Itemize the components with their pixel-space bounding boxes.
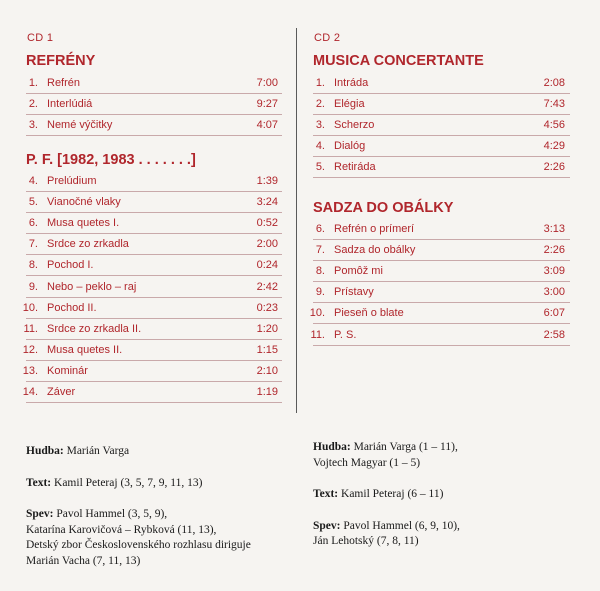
track-separator <box>313 156 570 157</box>
track-row <box>0 175 300 195</box>
track-title: Vianočné vlaky <box>47 196 121 209</box>
track-number: 6. <box>28 217 38 230</box>
track-row <box>300 329 600 349</box>
track-title: Pieseň o blate <box>334 307 404 320</box>
cd1-credits <box>26 444 291 569</box>
track-duration: 2:26 <box>543 244 565 257</box>
track-title: Dialóg <box>334 140 366 152</box>
credit-spev-line: Ján Lehotský (7, 8, 11) <box>313 535 419 547</box>
track-number: 11. <box>23 322 38 335</box>
track-separator <box>26 114 282 115</box>
track-number: 8. <box>315 265 325 278</box>
track-row <box>0 323 300 343</box>
track-number: 8. <box>28 259 38 272</box>
track-title: Pochod I. <box>47 259 94 272</box>
track-row <box>0 217 300 237</box>
track-duration: 4:56 <box>543 119 565 131</box>
cd1-label: CD 1 <box>27 32 54 44</box>
track-separator <box>26 212 282 213</box>
track-row <box>300 161 600 181</box>
track-number: 5. <box>315 161 325 173</box>
track-row <box>300 223 600 243</box>
track-row <box>0 386 300 406</box>
track-separator <box>313 177 570 178</box>
track-row <box>0 119 300 139</box>
track-number: 10. <box>22 301 38 314</box>
track-row <box>300 77 600 97</box>
track-separator <box>26 360 282 361</box>
track-title: Pomôž mi <box>334 265 383 278</box>
track-duration: 2:26 <box>543 161 565 173</box>
track-title: Refrén o prímerí <box>334 223 415 235</box>
track-title: Prelúdium <box>47 175 97 187</box>
track-number: 2. <box>315 98 325 110</box>
track-duration: 9:27 <box>256 98 278 110</box>
track-duration: 2:08 <box>543 77 565 89</box>
track-title: Záver <box>47 386 76 398</box>
track-title: Interlúdiá <box>47 98 93 110</box>
track-duration: 6:07 <box>543 307 565 320</box>
track-duration: 7:00 <box>256 77 278 89</box>
track-title: P. S. <box>334 328 357 341</box>
track-title: Refrén <box>47 77 81 89</box>
track-number: 2. <box>28 98 38 110</box>
track-row <box>0 281 300 301</box>
credit-spev-line: Detský zbor Československého rozhlasu diriguje <box>26 539 251 551</box>
track-title: Sadza do obálky <box>334 244 416 257</box>
track-title: Musa quetes II. <box>47 343 123 356</box>
track-number: 9. <box>28 280 38 293</box>
track-duration: 3:09 <box>543 265 565 278</box>
credit-text: Text: Kamil Peteraj (3, 5, 7, 9, 11, 13) <box>26 476 203 489</box>
track-separator <box>313 323 570 324</box>
track-title: Musa quetes I. <box>47 217 120 230</box>
track-duration: 3:13 <box>543 223 565 235</box>
track-row <box>0 77 300 97</box>
track-number: 9. <box>315 286 325 299</box>
track-row <box>300 307 600 327</box>
track-number: 7. <box>315 244 325 257</box>
track-duration: 1:20 <box>256 322 278 335</box>
track-duration: 2:42 <box>256 280 278 293</box>
track-row <box>300 98 600 118</box>
section-title-musica-concertante: MUSICA CONCERTANTE <box>313 53 484 69</box>
credit-hudba-line: Vojtech Magyar (1 – 5) <box>313 456 421 469</box>
track-duration: 1:39 <box>256 175 278 187</box>
credit-text: Text: Kamil Peteraj (6 – 11) <box>313 488 444 500</box>
track-number: 5. <box>28 196 38 209</box>
section-title-refreny: REFRÉNY <box>26 53 96 69</box>
cd2-credits <box>313 440 593 550</box>
track-row <box>0 344 300 364</box>
track-title: Scherzo <box>334 119 375 131</box>
track-duration: 2:58 <box>543 328 565 341</box>
track-separator <box>313 93 570 94</box>
track-separator <box>26 93 282 94</box>
track-duration: 1:19 <box>256 386 278 398</box>
track-separator <box>26 233 282 234</box>
track-duration: 2:10 <box>256 364 278 377</box>
track-separator <box>26 381 282 382</box>
track-duration: 2:00 <box>256 238 278 251</box>
track-number: 4. <box>28 175 38 187</box>
track-title: Nemé výčitky <box>47 119 113 131</box>
track-separator <box>26 254 282 255</box>
track-title: Retiráda <box>334 161 376 173</box>
track-title: Elégia <box>334 98 365 110</box>
track-row <box>300 140 600 160</box>
track-separator <box>313 114 570 115</box>
track-number: 13. <box>22 364 38 377</box>
track-separator <box>26 191 282 192</box>
track-row <box>300 244 600 264</box>
track-number: 7. <box>28 238 38 251</box>
track-duration: 4:07 <box>256 119 278 131</box>
track-number: 1. <box>28 77 38 89</box>
track-separator <box>313 135 570 136</box>
track-number: 3. <box>315 119 325 131</box>
track-separator <box>26 135 282 136</box>
track-separator <box>26 318 282 319</box>
track-duration: 0:23 <box>256 301 278 314</box>
credit-spev-line: Marián Vacha (7, 11, 13) <box>26 554 141 567</box>
track-number: 1. <box>315 77 325 89</box>
track-row <box>300 119 600 139</box>
track-title: Srdce zo zrkadla II. <box>47 322 142 335</box>
track-number: 12. <box>22 343 38 356</box>
track-row <box>0 302 300 322</box>
track-number: 6. <box>315 223 325 235</box>
track-separator <box>26 297 282 298</box>
track-title: Intráda <box>334 77 369 89</box>
track-title: Pochod II. <box>47 301 97 314</box>
track-number: 14. <box>22 386 38 398</box>
cd2-label: CD 2 <box>314 32 341 44</box>
section-title-sadza-do-obalky: SADZA DO OBÁLKY <box>313 200 454 216</box>
track-row <box>0 196 300 216</box>
track-row <box>0 365 300 385</box>
track-row <box>300 286 600 306</box>
track-separator <box>26 339 282 340</box>
track-duration: 3:24 <box>256 196 278 209</box>
track-duration: 0:24 <box>256 259 278 272</box>
track-number: 10. <box>309 307 325 320</box>
track-separator <box>313 260 570 261</box>
track-title: Prístavy <box>334 286 374 299</box>
track-duration: 1:15 <box>256 343 278 356</box>
track-number: 4. <box>315 140 325 152</box>
track-title: Kominár <box>47 364 88 377</box>
credit-spev: Spev: Pavol Hammel (3, 5, 9), <box>26 508 168 520</box>
track-separator <box>313 281 570 282</box>
track-title: Nebo – peklo – raj <box>47 280 137 293</box>
credit-hudba: Hudba: Marián Varga <box>26 445 130 457</box>
track-separator <box>313 302 570 303</box>
track-row <box>0 259 300 279</box>
track-duration: 0:52 <box>256 217 278 230</box>
track-title: Srdce zo zrkadla <box>47 238 129 251</box>
track-duration: 3:00 <box>543 286 565 299</box>
track-separator <box>313 239 570 240</box>
track-duration: 4:29 <box>543 140 565 152</box>
credit-hudba: Hudba: Marián Varga (1 – 11), <box>313 441 458 453</box>
credit-spev-line: Katarína Karovičová – Rybková (11, 13), <box>26 523 217 536</box>
track-row <box>300 265 600 285</box>
credit-spev: Spev: Pavol Hammel (6, 9, 10), <box>313 519 460 532</box>
track-row <box>0 98 300 118</box>
track-separator <box>313 345 570 346</box>
track-separator <box>26 402 282 403</box>
track-separator <box>26 275 282 276</box>
section-title-pf: P. F. [1982, 1983 . . . . . . .] <box>26 152 196 168</box>
track-number: 11. <box>310 328 325 341</box>
track-number: 3. <box>28 119 38 131</box>
track-duration: 7:43 <box>543 98 565 110</box>
track-row <box>0 238 300 258</box>
